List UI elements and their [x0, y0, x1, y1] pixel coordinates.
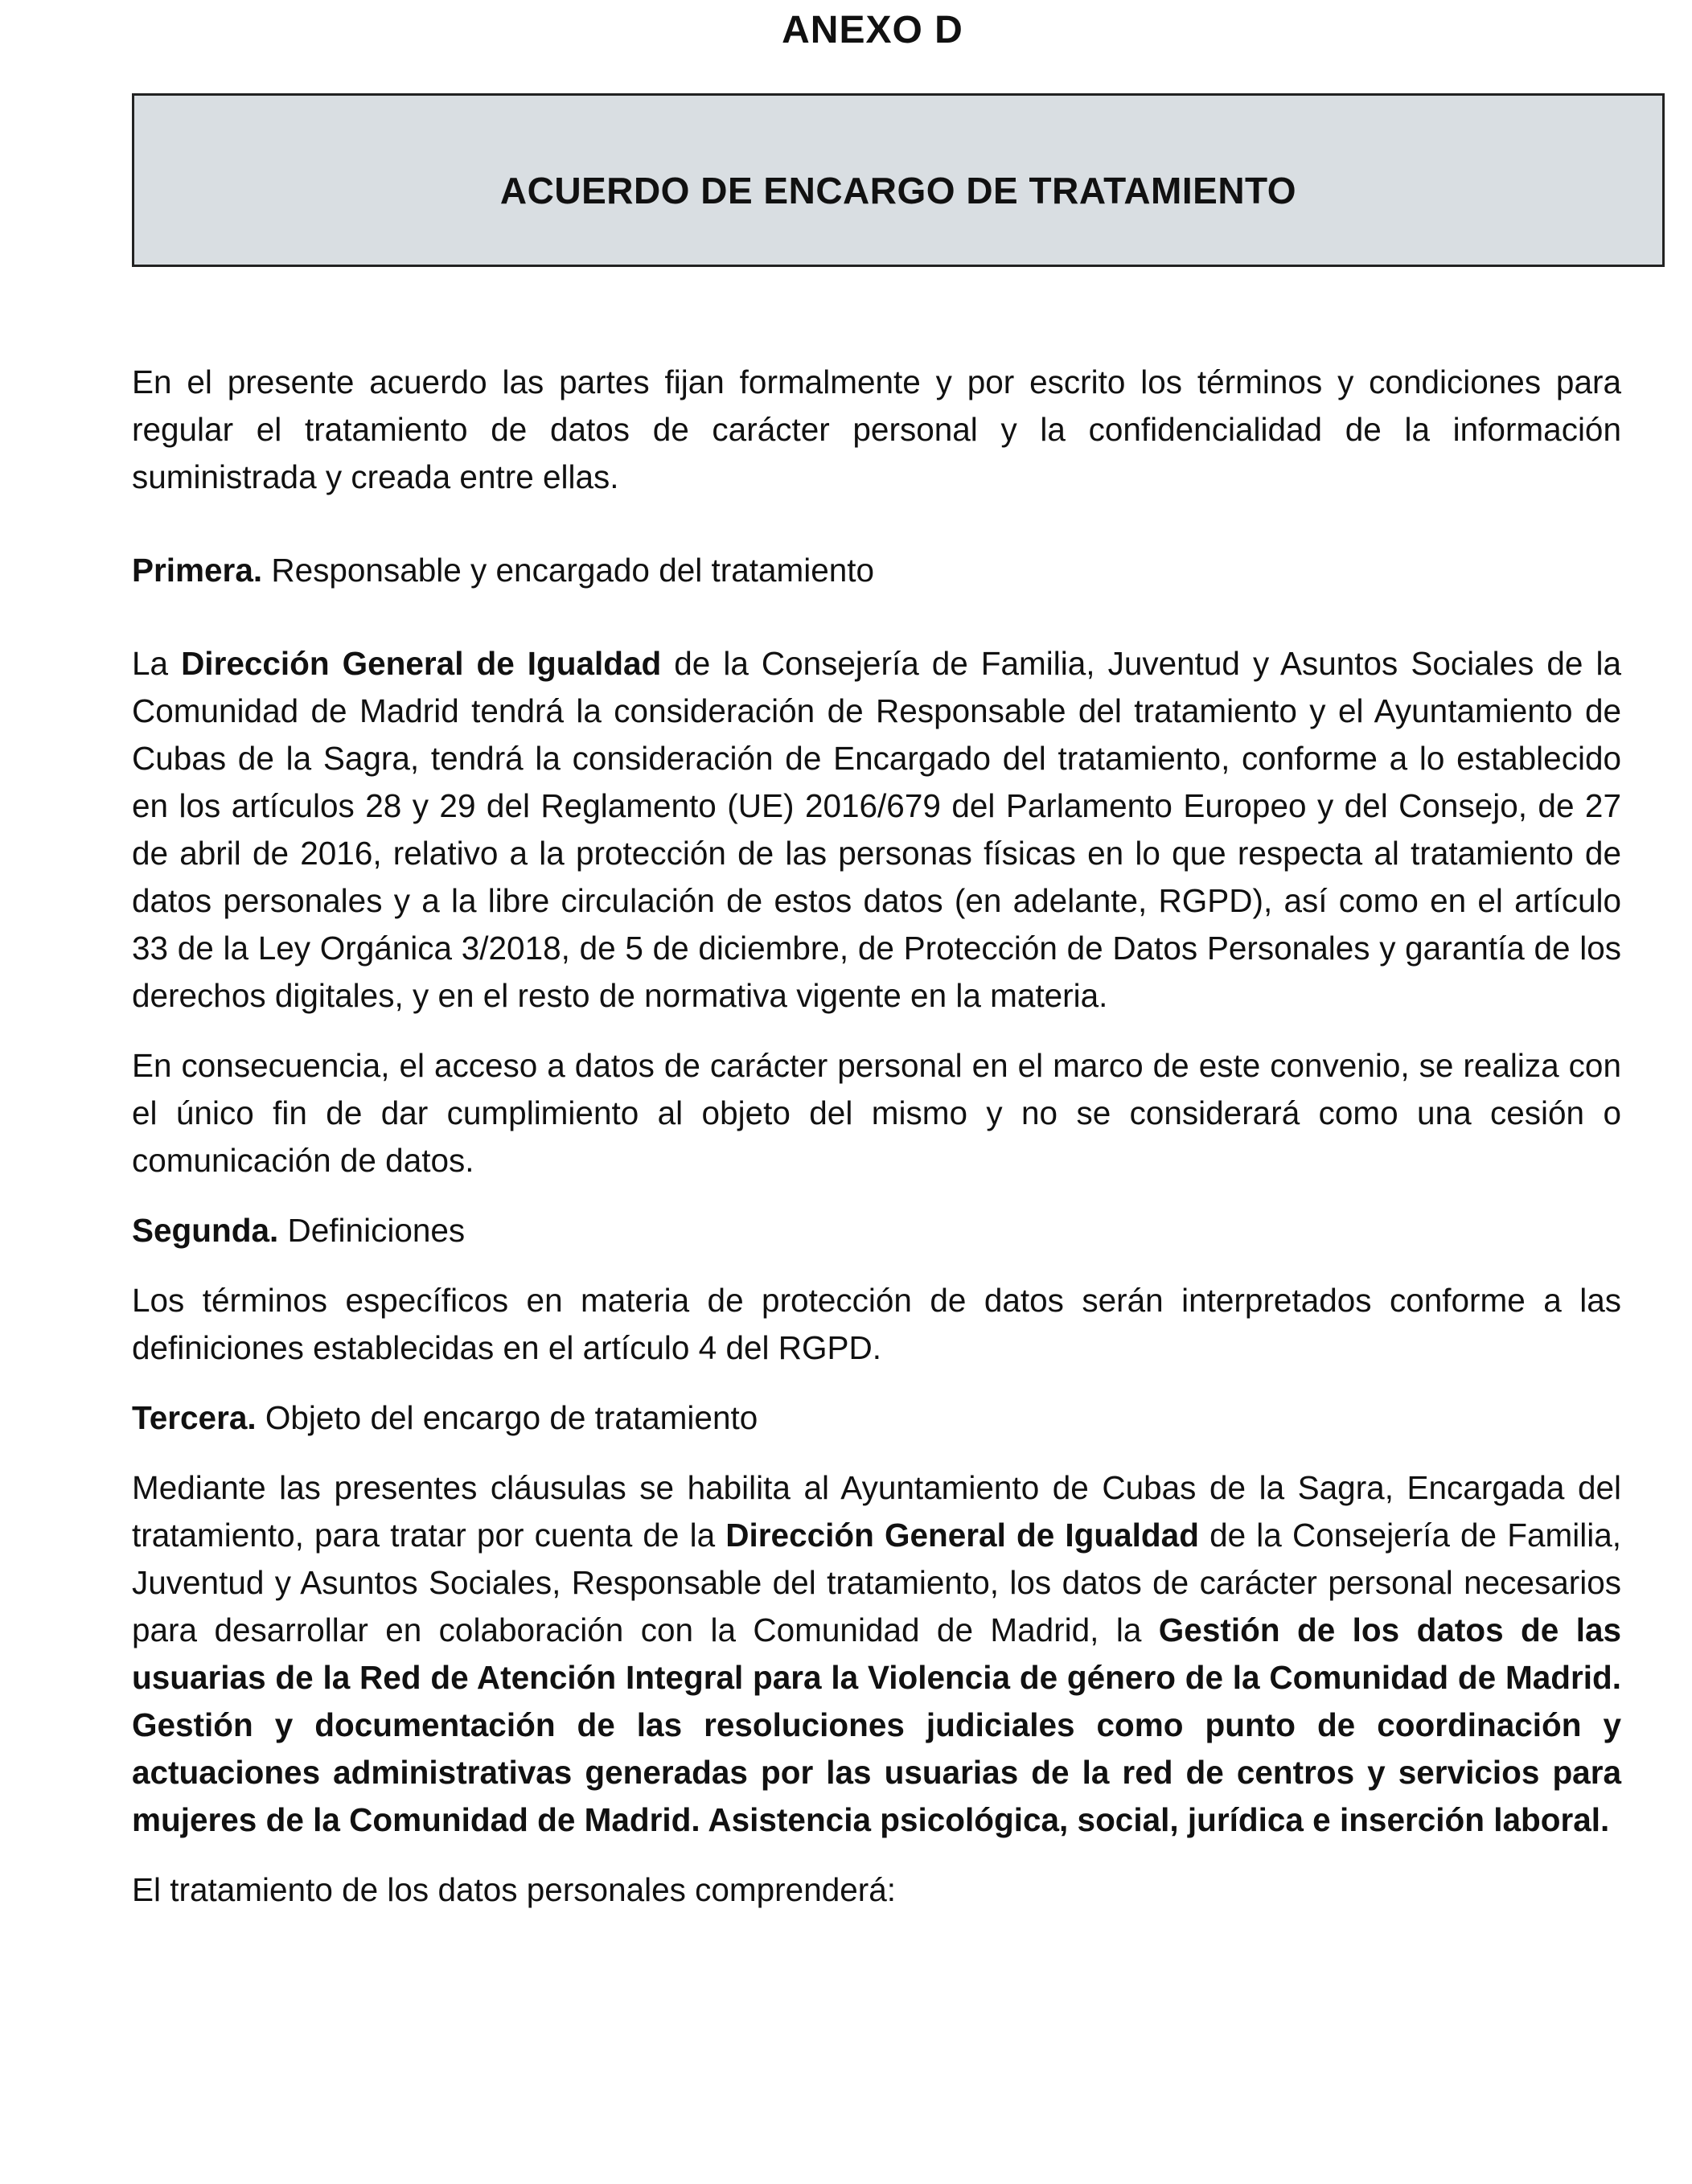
section-heading-primera [132, 547, 1621, 594]
section-title: Objeto del encargo de tratamiento [256, 1399, 758, 1436]
section-heading-segunda [132, 1207, 1621, 1254]
section-label: Primera. [132, 552, 263, 589]
section-label: Segunda. [132, 1212, 279, 1249]
tercera-paragraph-1: Mediante las presentes cláusulas se habilita al Ayuntamiento de Cubas de la Sagra, Encargada del tratamiento, para tratar por cuenta de la Dirección General de Igualdad de la Consejería de Familia, Juventud y Asuntos Sociales, Responsable del tratamiento, los datos de carácter personal necesarios para desarrollar en colaboración con la Comunidad de Madrid, la Gestión de los datos de las usuarias de la Red de Atención Integral para la Violencia de género de la Comunidad de Madrid. Gestión y documentación de las resoluciones judiciales como punto de coordinación y actuaciones administrativas generadas por las usuarias de la red de centros y servicios para mujeres de la Comunidad de Madrid. Asistencia psicológica, social, jurídica e inserción laboral. [132, 1469, 1621, 1838]
bold-object-description: Gestión de los datos de las usuarias de la Red de Atención Integral para la Violencia de género de la Comunidad de Madrid. Gestión y documentación de las resoluciones judiciales como punto de coordinación y actuaciones administrativas generadas por las usuarias de la red de centros y servicios para mujeres de la Comunidad de Madrid. Asistencia psicológica, social, jurídica e inserción laboral. [132, 1611, 1621, 1838]
document-title: ACUERDO DE ENCARGO DE TRATAMIENTO [499, 170, 1297, 211]
intro-paragraph: En el presente acuerdo las partes fijan formalmente y por escrito los términos y condiciones para regular el tratamiento de datos de carácter personal y la confidencialidad de la información suministrada y creada entre ellas. [132, 363, 1621, 495]
tercera-paragraph-2: El tratamiento de los datos personales comprenderá: [132, 1871, 897, 1908]
document-body [132, 359, 1621, 1914]
bold-entity: Dirección General de Igualdad [181, 645, 662, 682]
annex-label: ANEXO D [782, 9, 963, 51]
title-box [132, 93, 1665, 267]
segunda-paragraph-1: Los términos específicos en materia de protección de datos serán interpretados conforme a las definiciones establecidas en el artículo 4 del RGPD. [132, 1282, 1621, 1366]
primera-paragraph-2: En consecuencia, el acceso a datos de carácter personal en el marco de este convenio, se realiza con el único fin de dar cumplimiento al objeto del mismo y no se considerará como una cesión o comunicación de datos. [132, 1047, 1621, 1179]
bold-entity: Dirección General de Igualdad [725, 1517, 1199, 1554]
primera-paragraph-1: La Dirección General de Igualdad de la Consejería de Familia, Juventud y Asuntos Sociales de la Comunidad de Madrid tendrá la consideración de Responsable del tratamiento y el Ayuntamiento de Cubas de la Sagra, tendrá la consideración de Encargado del tratamiento, conforme a lo establecido en los artículos 28 y 29 del Reglamento (UE) 2016/679 del Parlamento Europeo y del Consejo, de 27 de abril de 2016, relativo a la protección de las personas físicas en lo que respecta al tratamiento de datos personales y a la libre circulación de estos datos (en adelante, RGPD), así como en el artículo 33 de la Ley Orgánica 3/2018, de 5 de diciembre, de Protección de Datos Personales y garantía de los derechos digitales, y en el resto de normativa vigente en la materia. [132, 645, 1621, 1014]
section-heading-tercera [132, 1394, 1621, 1442]
section-title: Definiciones [278, 1212, 466, 1249]
section-title: Responsable y encargado del tratamiento [262, 552, 875, 589]
section-label: Tercera. [132, 1399, 257, 1436]
